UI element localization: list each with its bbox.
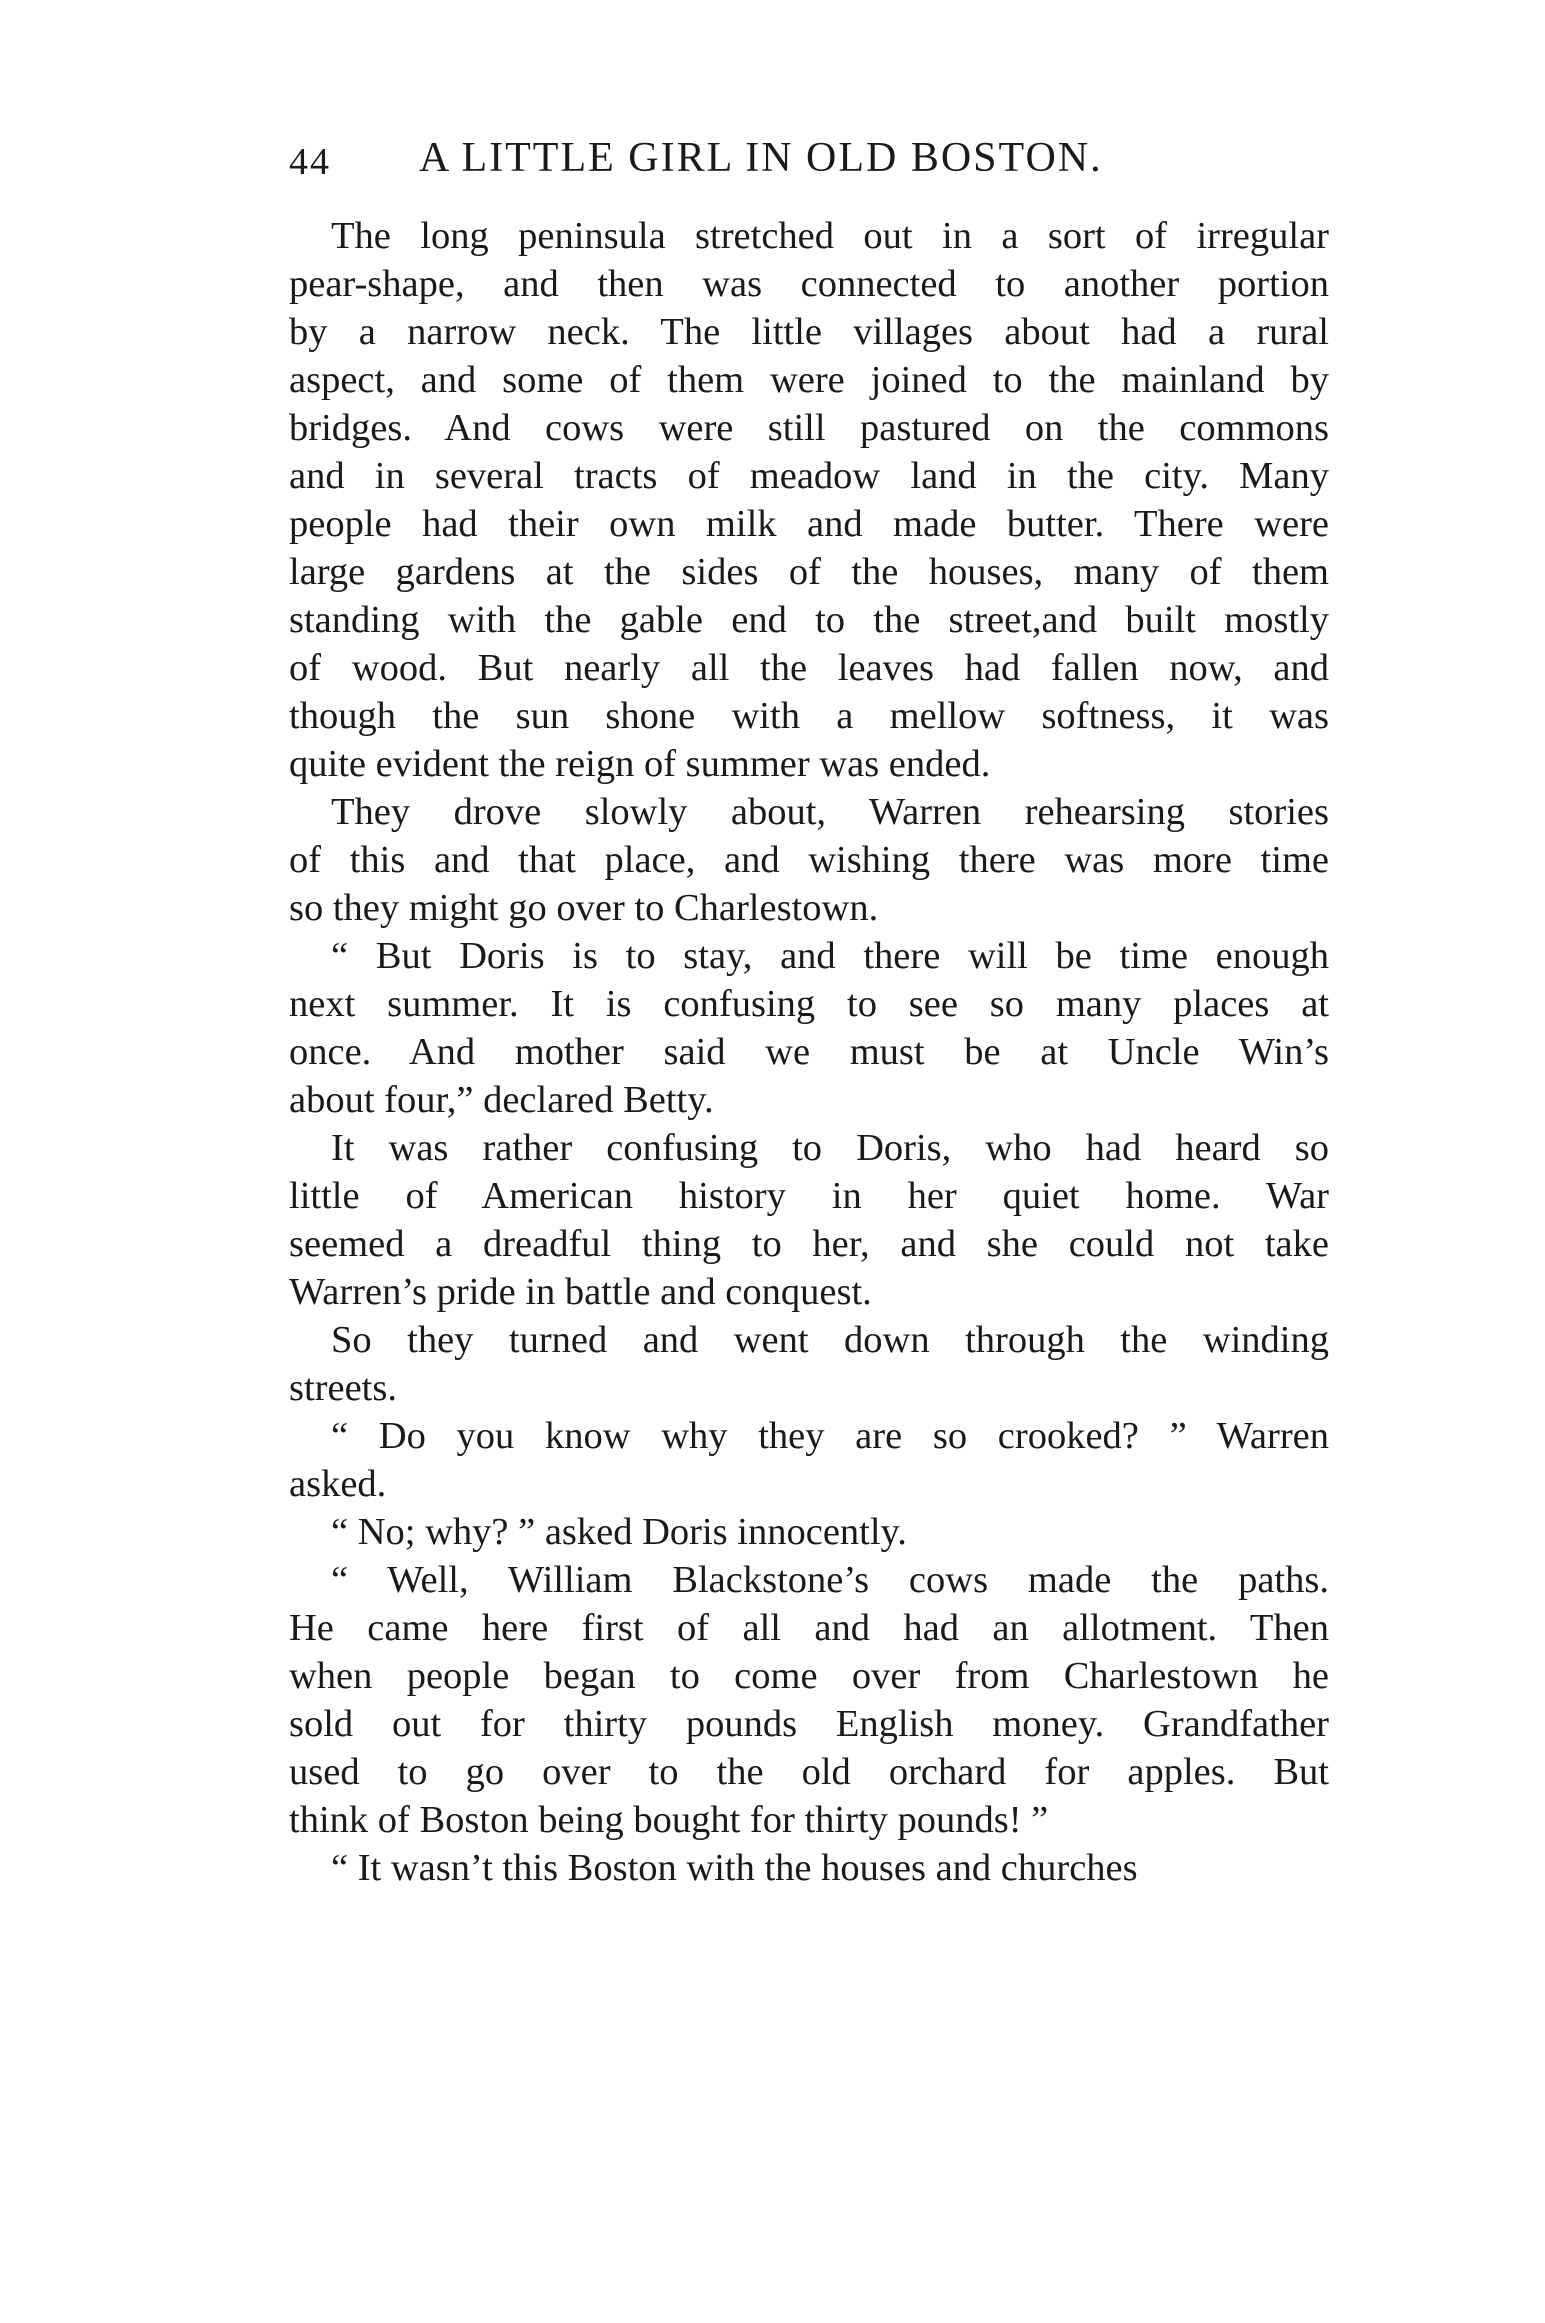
paragraph [289, 1124, 1329, 1316]
text-line: It was rather confusing to Doris, who had heard so [331, 1127, 1329, 1169]
text-line: of this and that place, and wishing there was more time [289, 839, 1329, 881]
text-line: though the sun shone with a mellow softness, it was [289, 695, 1329, 737]
text-line: standing with the gable end to the street,and built mostly [289, 599, 1329, 641]
text-line: bridges. And cows were still pastured on the commons [289, 407, 1329, 449]
text-line: think of Boston being bought for thirty pounds! ” [289, 1799, 1049, 1841]
paragraph [289, 1508, 1329, 1556]
text-line: and in several tracts of meadow land in the city. Many [289, 455, 1329, 497]
text-line: “ But Doris is to stay, and there will be time enough [331, 935, 1329, 977]
text-line: He came here first of all and had an allotment. Then [289, 1607, 1329, 1649]
body-text [289, 212, 1329, 1892]
text-line: little of American history in her quiet home. War [289, 1175, 1329, 1217]
page-number: 44 [289, 141, 331, 183]
paragraph [289, 1316, 1329, 1412]
text-line: asked. [289, 1463, 387, 1505]
text-line: once. And mother said we must be at Uncle Win’s [289, 1031, 1329, 1073]
paragraph [289, 1844, 1329, 1892]
text-line: quite evident the reign of summer was ended. [289, 743, 991, 785]
text-line: sold out for thirty pounds English money. Grandfather [289, 1703, 1329, 1745]
text-line: “ Well, William Blackstone’s cows made the paths. [331, 1559, 1329, 1601]
text-line: streets. [289, 1367, 397, 1409]
paragraph [289, 1556, 1329, 1844]
text-line: Warren’s pride in battle and conquest. [289, 1271, 872, 1313]
text-line: seemed a dreadful thing to her, and she could not take [289, 1223, 1329, 1265]
text-line: about four,” declared Betty. [289, 1079, 714, 1121]
text-line: people had their own milk and made butter. There were [289, 503, 1329, 545]
text-line: next summer. It is confusing to see so many places at [289, 983, 1329, 1025]
text-line: The long peninsula stretched out in a sort of irregular [331, 215, 1329, 257]
paragraph [289, 1412, 1329, 1508]
text-line: So they turned and went down through the winding [331, 1319, 1329, 1361]
text-line: They drove slowly about, Warren rehearsing stories [331, 791, 1329, 833]
text-line: so they might go over to Charlestown. [289, 887, 879, 929]
running-head [289, 128, 1329, 188]
paragraph [289, 932, 1329, 1124]
text-line: “ No; why? ” asked Doris innocently. [331, 1511, 907, 1553]
paragraph [289, 788, 1329, 932]
text-line: “ Do you know why they are so crooked? ” Warren [331, 1415, 1329, 1457]
text-line: by a narrow neck. The little villages about had a rural [289, 311, 1329, 353]
running-title: A LITTLE GIRL IN OLD BOSTON. [419, 135, 1103, 181]
text-line: aspect, and some of them were joined to the mainland by [289, 359, 1329, 401]
text-line: used to go over to the old orchard for apples. But [289, 1751, 1329, 1793]
text-line: of wood. But nearly all the leaves had fallen now, and [289, 647, 1329, 689]
text-line: “ It wasn’t this Boston with the houses and churches [331, 1847, 1138, 1889]
text-line: when people began to come over from Charlestown he [289, 1655, 1329, 1697]
paragraph [289, 212, 1329, 788]
text-line: large gardens at the sides of the houses, many of them [289, 551, 1329, 593]
text-line: pear-shape, and then was connected to another portion [289, 263, 1329, 305]
